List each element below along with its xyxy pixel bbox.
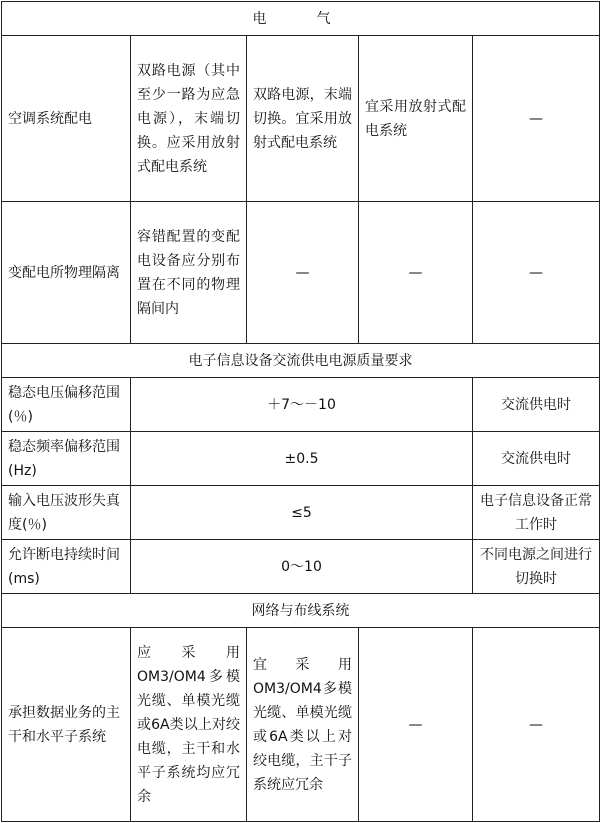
requirements-table	[1, 1, 600, 822]
cell-value: 双路电源，末端切换。宜采用放射式配电系统	[247, 36, 359, 202]
row-label: 空调系统配电	[2, 36, 131, 202]
cell-value: 0～10	[131, 540, 473, 594]
row-label: 允许断电持续时间(ms)	[2, 540, 131, 594]
section-row-power-quality	[2, 344, 600, 378]
spec-table-page	[0, 1, 600, 823]
cell-value: ±0.5	[131, 432, 473, 486]
cell-value: —	[359, 628, 473, 822]
cell-value: —	[359, 202, 473, 344]
row-label: 输入电压波形失真度(％)	[2, 486, 131, 540]
cell-value: 双路电源（其中至少一路为应急电源），末端切换。应采用放射式配电系统	[131, 36, 247, 202]
cell-value: 应采用OM3/OM4多模光缆、单模光缆或6A类以上对绞电缆，主干和水平子系统均应冗余	[131, 628, 247, 822]
cell-value: —	[247, 202, 359, 344]
row-label: 变配电所物理隔离	[2, 202, 131, 344]
row-label: 稳态频率偏移范围(Hz)	[2, 432, 131, 486]
table-row	[2, 36, 600, 202]
cell-value: ＋7～－10	[131, 378, 473, 432]
cell-value: —	[473, 36, 600, 202]
section-row-electric	[2, 2, 600, 36]
cell-note: 电子信息设备正常工作时	[473, 486, 600, 540]
section-header-electric	[2, 2, 600, 36]
cell-value: —	[473, 628, 600, 822]
cell-value: 宜采用放射式配电系统	[359, 36, 473, 202]
cell-value: 宜采用OM3/OM4多模光缆、单模光缆或6A类以上对绞电缆，主干子系统应冗余	[247, 628, 359, 822]
table-row	[2, 628, 600, 822]
cell-note: 不同电源之间进行切换时	[473, 540, 600, 594]
section-title: 电 气	[252, 10, 349, 27]
cell-note: 交流供电时	[473, 378, 600, 432]
section-row-network	[2, 594, 600, 628]
cell-value: —	[473, 202, 600, 344]
table-row	[2, 540, 600, 594]
row-label: 承担数据业务的主干和水平子系统	[2, 628, 131, 822]
section-header-network: 网络与布线系统	[2, 594, 600, 628]
cell-value: ≤5	[131, 486, 473, 540]
table-row	[2, 486, 600, 540]
cell-note: 交流供电时	[473, 432, 600, 486]
cell-value: 容错配置的变配电设备应分别布置在不同的物理隔间内	[131, 202, 247, 344]
row-label: 稳态电压偏移范围(％)	[2, 378, 131, 432]
table-row	[2, 378, 600, 432]
section-header-power-quality: 电子信息设备交流供电电源质量要求	[2, 344, 600, 378]
table-row	[2, 432, 600, 486]
table-row	[2, 202, 600, 344]
